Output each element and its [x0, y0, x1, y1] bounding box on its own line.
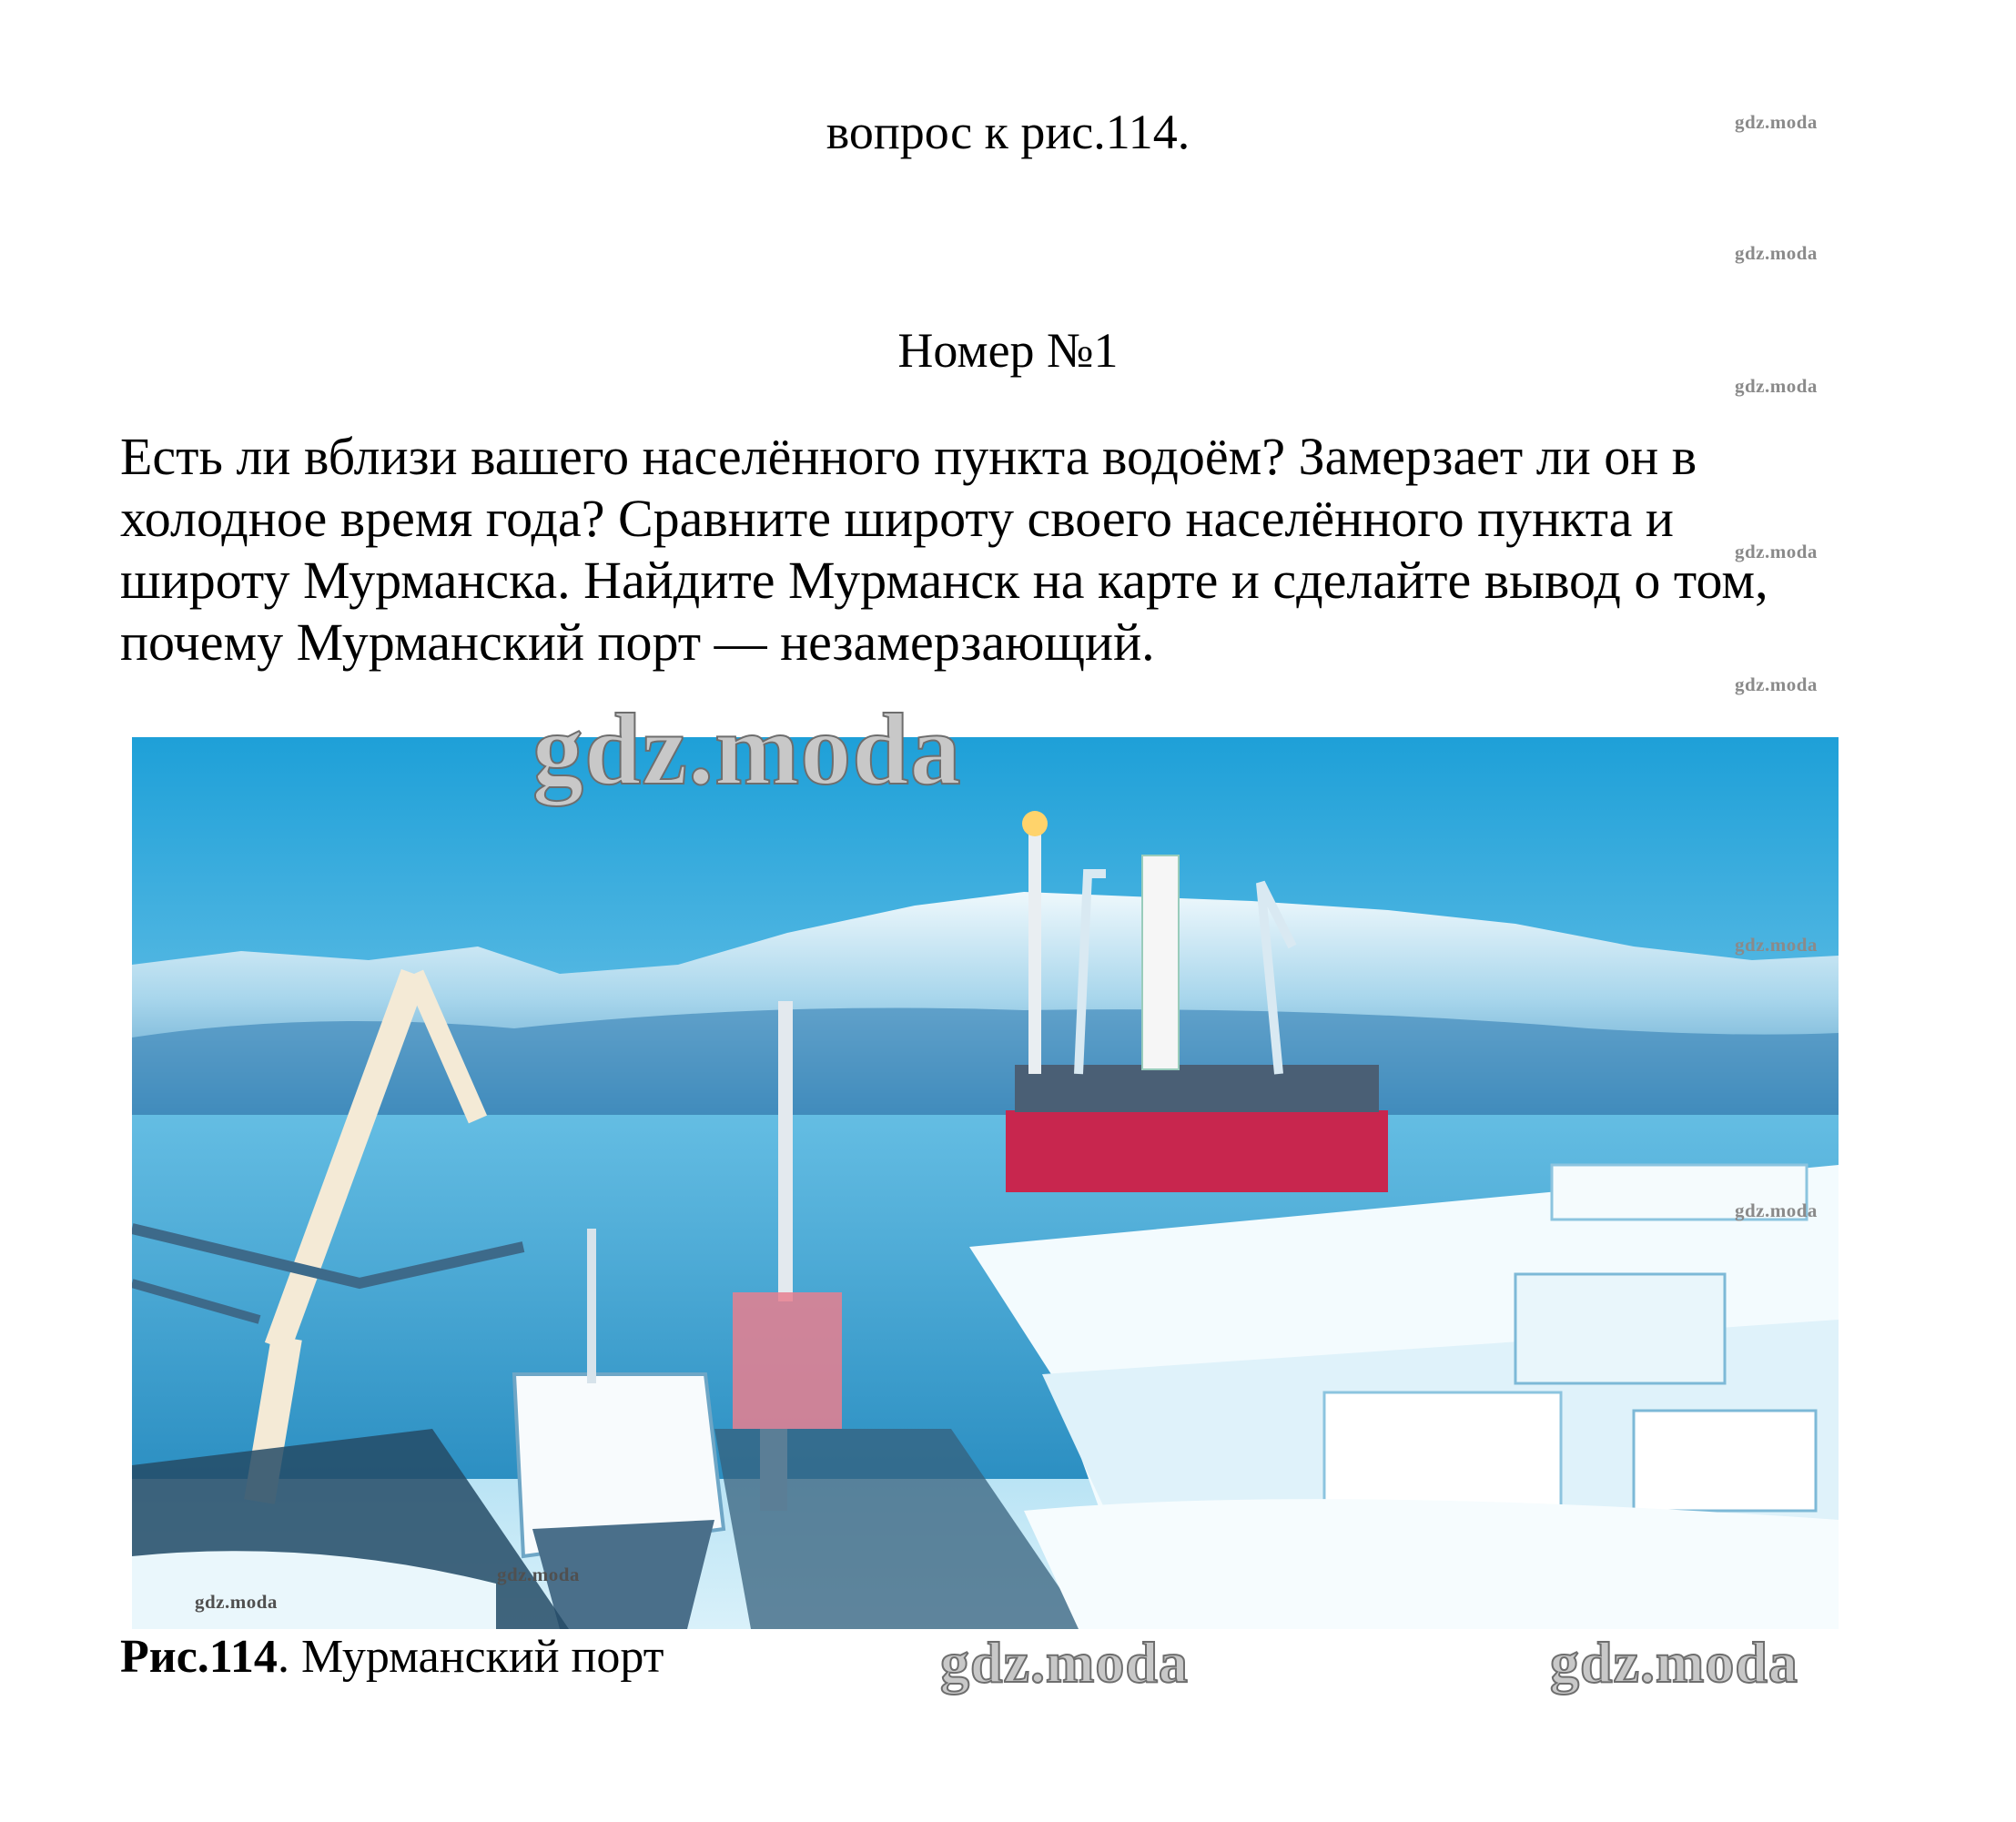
watermark: gdz.moda	[1735, 242, 1818, 264]
watermark: gdz.moda	[1735, 934, 1818, 956]
watermark: gdz.moda	[1735, 673, 1818, 695]
watermark: gdz.moda	[195, 1591, 278, 1613]
figure-caption-label: Рис.114	[120, 1631, 278, 1683]
murmansk-port-photo	[132, 737, 1839, 1629]
watermark: gdz.moda	[1735, 541, 1818, 562]
watermark: gdz.moda	[1550, 1630, 1798, 1695]
watermark: gdz.moda	[940, 1630, 1189, 1695]
watermark: gdz.moda	[532, 693, 962, 806]
task-line: почему Мурманский порт — незамерзающий.	[120, 612, 1155, 672]
task-line: Есть ли вблизи вашего населённого пункта водоём? Замерзает ли он в	[120, 427, 1697, 486]
task-text	[120, 426, 1868, 673]
watermark: gdz.moda	[1735, 111, 1818, 133]
figure-caption-text: . Мурманский порт	[277, 1631, 664, 1683]
task-line: холодное время года? Сравните широту своего населённого пункта и	[120, 489, 1674, 548]
figure-caption	[120, 1631, 664, 1683]
watermark: gdz.moda	[1735, 1199, 1818, 1221]
task-number: Номер №1	[897, 323, 1119, 378]
question-header: вопрос к рис.114.	[826, 105, 1190, 159]
watermark: gdz.moda	[497, 1564, 580, 1585]
watermark: gdz.moda	[1735, 375, 1818, 397]
task-line: широту Мурманска. Найдите Мурманск на карте и сделайте вывод о том,	[120, 551, 1768, 610]
